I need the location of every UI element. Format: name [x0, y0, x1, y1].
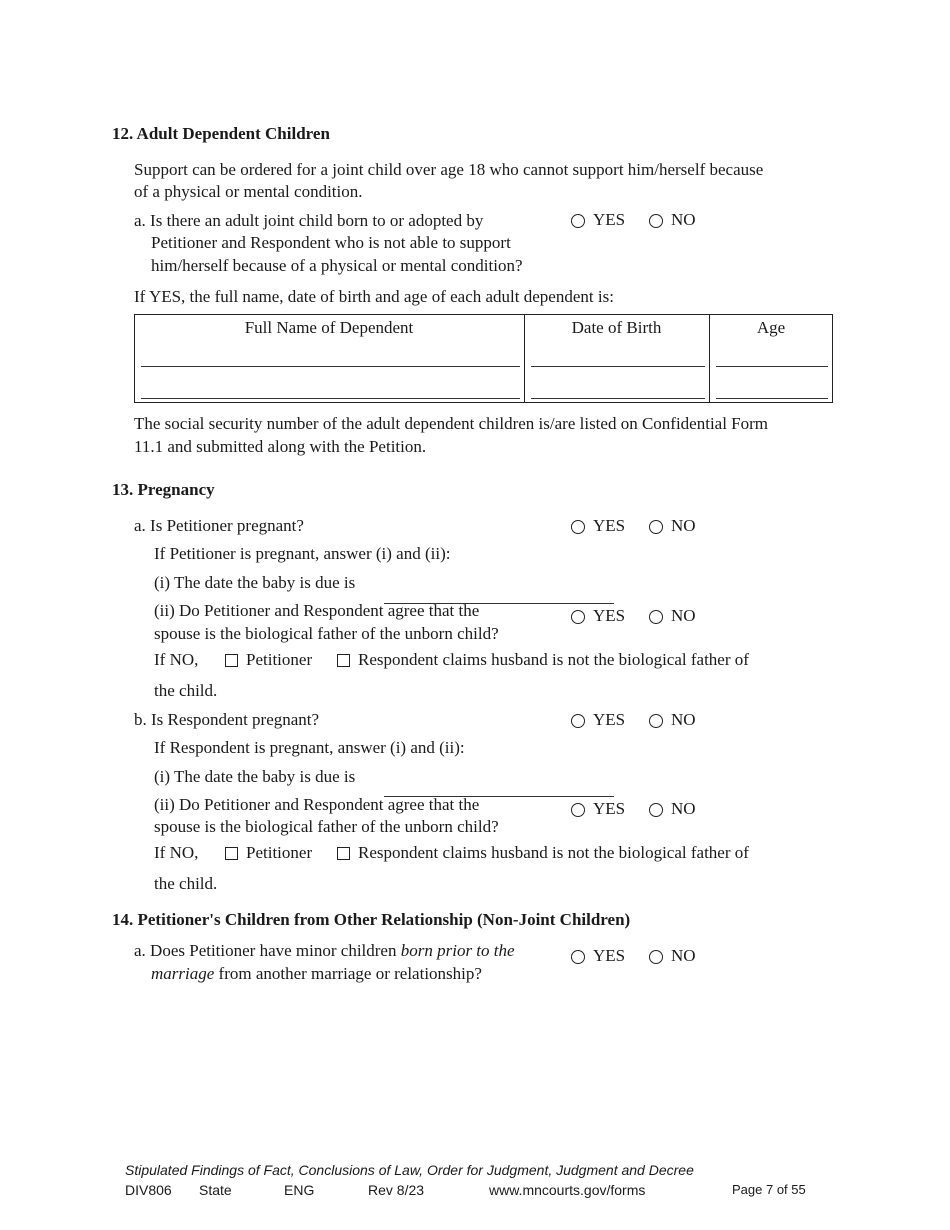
name-input-line-1[interactable]	[141, 366, 520, 367]
s14a-yes-label: YES	[593, 946, 626, 965]
s13b-no-radio[interactable]	[649, 714, 663, 728]
s14a-question-text: a. Does Petitioner have minor children	[134, 941, 401, 960]
s13b-ii-yes-label: YES	[593, 799, 626, 818]
s13a-petitioner-label: Petitioner	[246, 650, 313, 669]
s12-if-yes-text: If YES, the full name, date of birth and age of each adult dependent is:	[134, 287, 614, 306]
s13a-yes-radio[interactable]	[571, 520, 585, 534]
s14a-no-radio[interactable]	[649, 950, 663, 964]
s13b-petitioner-checkbox[interactable]	[225, 847, 238, 860]
s12a-no-radio[interactable]	[649, 214, 663, 228]
s13b-agree-line1: (ii) Do Petitioner and Respondent agree that the	[154, 795, 480, 814]
s13b-ii-yes-radio[interactable]	[571, 803, 585, 817]
s14a-question-tail: from another marriage or relationship?	[214, 964, 482, 983]
s13b-continuation: the child.	[154, 874, 218, 893]
s12-question-a-line3: him/herself because of a physical or mental condition?	[151, 256, 523, 275]
s13a-if-no: If NO,	[154, 650, 199, 669]
s13a-due-date-label: (i) The date the baby is due is	[154, 573, 356, 592]
s13b-yes-radio[interactable]	[571, 714, 585, 728]
s13b-respondent-label: Respondent claims husband is not the biological father of	[358, 843, 749, 862]
s13a-no-label: NO	[671, 516, 696, 535]
s13a-question: a. Is Petitioner pregnant?	[134, 516, 304, 535]
name-input-line-2[interactable]	[141, 398, 520, 399]
footer-page-number: Page 7 of 55	[732, 1182, 806, 1197]
s13a-yes-label: YES	[593, 516, 626, 535]
footer-form-code: DIV806	[125, 1182, 172, 1198]
s13b-respondent-checkbox[interactable]	[337, 847, 350, 860]
footer-title: Stipulated Findings of Fact, Conclusions of Law, Order for Judgment, Judgment and Decree	[125, 1162, 694, 1178]
s13a-respondent-checkbox[interactable]	[337, 654, 350, 667]
s13a-instruction: If Petitioner is pregnant, answer (i) and (ii):	[154, 544, 451, 563]
dob-input-line-1[interactable]	[531, 366, 705, 367]
s13a-ii-yes-radio[interactable]	[571, 610, 585, 624]
s13b-petitioner-label: Petitioner	[246, 843, 313, 862]
s13b-ii-no-label: NO	[671, 799, 696, 818]
s13b-if-no: If NO,	[154, 843, 199, 862]
s12a-no-label: NO	[671, 210, 696, 229]
footer-state: State	[199, 1182, 232, 1198]
s13a-agree-line2: spouse is the biological father of the unborn child?	[154, 624, 499, 643]
col-header-age: Age	[756, 318, 786, 337]
s13b-due-date-label: (i) The date the baby is due is	[154, 767, 356, 786]
s14a-question-line2	[151, 964, 482, 984]
section-13-heading: 13. Pregnancy	[112, 480, 215, 499]
s12-intro-line2: of a physical or mental condition.	[134, 182, 363, 201]
col-header-full-name: Full Name of Dependent	[244, 318, 414, 337]
col-header-dob: Date of Birth	[571, 318, 662, 337]
s12-ssn-line2: 11.1 and submitted along with the Petition.	[134, 437, 427, 456]
s13b-question: b. Is Respondent pregnant?	[134, 710, 320, 729]
s13a-no-radio[interactable]	[649, 520, 663, 534]
s14a-emphasis-1: born prior to the	[400, 941, 515, 960]
s12-question-a-line2: Petitioner and Respondent who is not able to support	[151, 233, 511, 252]
s13a-ii-yes-label: YES	[593, 606, 626, 625]
s12-intro-line1: Support can be ordered for a joint child over age 18 who cannot support him/herself because	[134, 160, 764, 179]
s13b-yes-label: YES	[593, 710, 626, 729]
s13b-instruction: If Respondent is pregnant, answer (i) and (ii):	[154, 738, 465, 757]
s13b-agree-line2: spouse is the biological father of the unborn child?	[154, 817, 499, 836]
s12-ssn-line1: The social security number of the adult dependent children is/are listed on Confidential Form	[134, 414, 769, 433]
s14a-emphasis-2: marriage	[151, 964, 215, 983]
s13a-respondent-label: Respondent claims husband is not the biological father of	[358, 650, 749, 669]
s13a-continuation: the child.	[154, 681, 218, 700]
age-input-line-1[interactable]	[716, 366, 828, 367]
s13a-petitioner-checkbox[interactable]	[225, 654, 238, 667]
s14a-yes-radio[interactable]	[571, 950, 585, 964]
s14a-no-label: NO	[671, 946, 696, 965]
s12a-yes-radio[interactable]	[571, 214, 585, 228]
footer-url[interactable]: www.mncourts.gov/forms	[489, 1182, 646, 1198]
s13a-agree-line1: (ii) Do Petitioner and Respondent agree that the	[154, 601, 480, 620]
s12-question-a-line1: a. Is there an adult joint child born to or adopted by	[134, 211, 484, 230]
s12a-yes-label: YES	[593, 210, 626, 229]
footer-revision: Rev 8/23	[368, 1182, 425, 1198]
age-input-line-2[interactable]	[716, 398, 828, 399]
section-12-heading: 12. Adult Dependent Children	[112, 124, 330, 143]
s13a-ii-no-label: NO	[671, 606, 696, 625]
section-14-heading: 14. Petitioner's Children from Other Relationship (Non-Joint Children)	[112, 910, 631, 929]
s13b-no-label: NO	[671, 710, 696, 729]
s13b-ii-no-radio[interactable]	[649, 803, 663, 817]
s13a-ii-no-radio[interactable]	[649, 610, 663, 624]
footer-language: ENG	[284, 1182, 315, 1198]
s14a-question-line1	[134, 941, 515, 961]
dob-input-line-2[interactable]	[531, 398, 705, 399]
